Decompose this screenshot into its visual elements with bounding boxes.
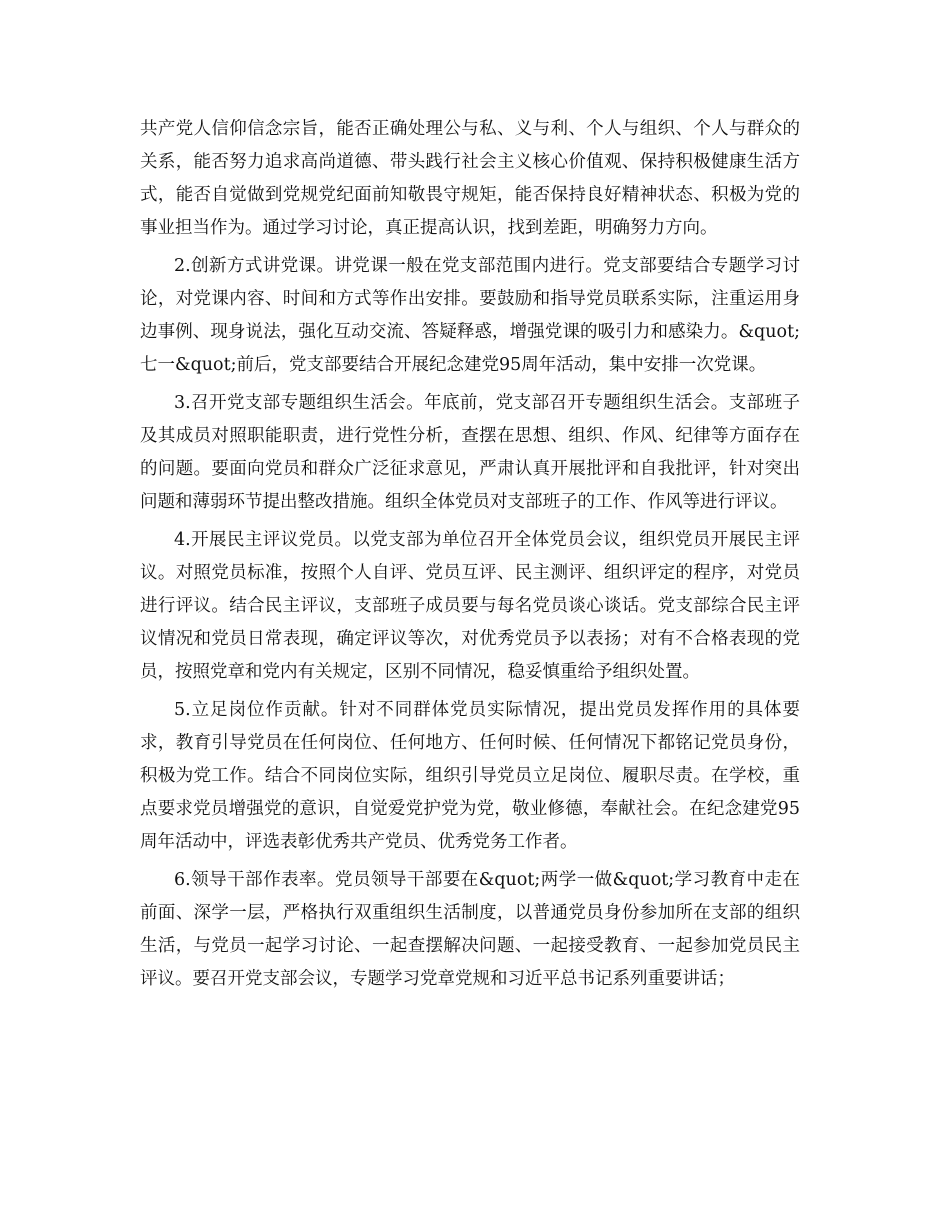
paragraph-5-post-contribution: 5.立足岗位作贡献。针对不同群体党员实际情况，提出党员发挥作用的具体要求，教育引导党员在任何岗位、任何地方、任何时候、任何情况下都铭记党员身份，积极为党工作。结合不同岗位实际，组织引导党员立足岗位、履职尽责。在学校，重点要求党员增强党的意识，自觉爱党护党为党，敬业修德，奉献社会。在纪念建党95周年活动中，评选表彰优秀共产党员、优秀党务工作者。 <box>140 700 800 852</box>
paragraph-continuation: 共产党人信仰信念宗旨，能否正确处理公与私、义与利、个人与组织、个人与群众的关系，能否努力追求高尚道德、带头践行社会主义核心价值观、保持积极健康生活方式，能否自觉做到党规党纪面前知敬畏守规矩，能否保持良好精神状态、积极为党的事业担当作为。通过学习讨论，真正提高认识，找到差距，明确努力方向。 <box>140 119 800 238</box>
paragraph-6-leaders-example: 6.领导干部作表率。党员领导干部要在&quot;两学一做&quot;学习教育中走在前面、深学一层，严格执行双重组织生活制度，以普通党员身份参加所在支部的组织生活，与党员一起学习讨论、一起查摆解决问题、一起接受教育、一起参加党员民主评议。要召开党支部会议，专题学习党章党规和习近平总书记系列重要讲话； <box>140 870 800 989</box>
paragraph-3-organization-meeting: 3.召开党支部专题组织生活会。年底前，党支部召开专题组织生活会。支部班子及其成员对照职能职责，进行党性分析，查摆在思想、组织、作风、纪律等方面存在的问题。要面向党员和群众广泛征求意见，严肃认真开展批评和自我批评，针对突出问题和薄弱环节提出整改措施。组织全体党员对支部班子的工作、作风等进行评议。 <box>140 393 800 512</box>
paragraph-4-democratic-review: 4.开展民主评议党员。以党支部为单位召开全体党员会议，组织党员开展民主评议。对照党员标准，按照个人自评、党员互评、民主测评、组织评定的程序，对党员进行评议。结合民主评议，支部班子成员要与每名党员谈心谈话。党支部综合民主评议情况和党员日常表现，确定评议等次，对优秀党员予以表扬；对有不合格表现的党员，按照党章和党内有关规定，区别不同情况，稳妥慎重给予组织处置。 <box>140 530 800 682</box>
paragraph-2-party-lecture: 2.创新方式讲党课。讲党课一般在党支部范围内进行。党支部要结合专题学习讨论，对党课内容、时间和方式等作出安排。要鼓励和指导党员联系实际，注重运用身边事例、现身说法，强化互动交流、答疑释惑，增强党课的吸引力和感染力。&quot;七一&quot;前后，党支部要结合开展纪念建党95周年活动，集中安排一次党课。 <box>140 256 800 375</box>
document-body <box>140 113 800 1001</box>
